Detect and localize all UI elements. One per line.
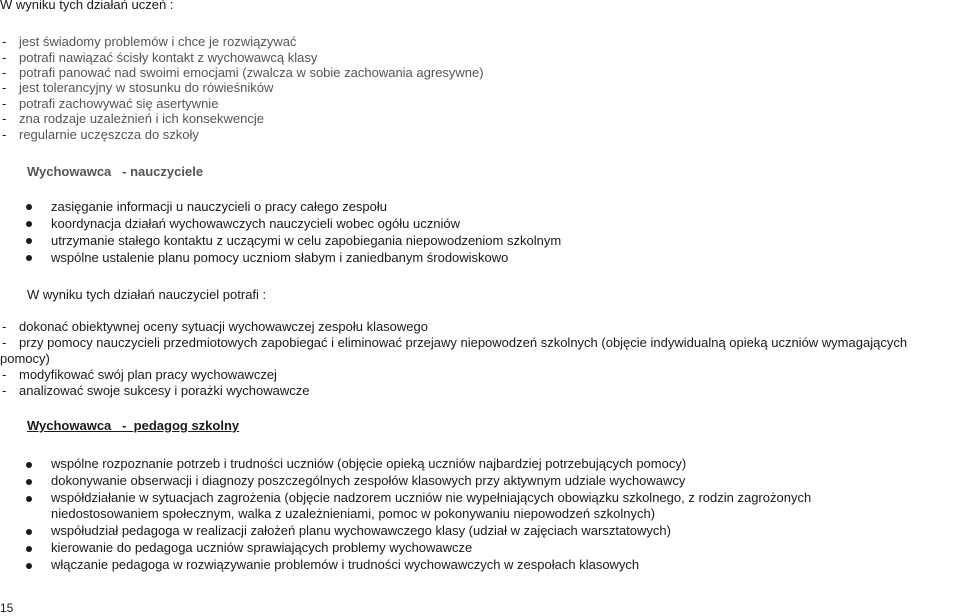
list-item: dokonywanie obserwacji i diagnozy poszczególnych zespołów klasowych przy aktywnym udziale wychowawcy [51,473,686,488]
list-item: regularnie uczęszcza do szkoły [19,127,199,142]
list-item: współudział pedagoga w realizacji założeń planu wychowawczego klasy (udział w zajęciach warsztatowych) [51,523,671,538]
bullet-icon [26,496,32,502]
list-item: jest tolerancyjny w stosunku do rówieśników [19,80,274,95]
list-dash: - [2,111,7,126]
bullet-icon [26,529,32,535]
bullet-icon [26,221,32,227]
list-item: utrzymanie stałego kontaktu z uczącymi w celu zapobiegania niepowodzeniom szkolnym [51,233,562,248]
page-number: 15 [0,601,14,615]
list-item: włączanie pedagoga w rozwiązywanie problemów i trudności wychowawczych w zespołach klasowych [51,557,640,572]
intro-heading: W wyniku tych działań uczeń : [0,0,174,12]
list-item: jest świadomy problemów i chce je rozwiązywać [19,34,297,49]
list-item-continuation: niedostosowaniem społecznym, walka z uzależnieniami, pomoc w pokonywaniu niepowodzeń szkolnych) [51,506,656,521]
list-dash: - [2,335,7,350]
list-item: potrafi nawiązać ścisły kontakt z wychowawcą klasy [19,50,318,65]
list-dash: - [2,96,7,111]
list-item: analizować swoje sukcesy i porażki wychowawcze [19,383,310,398]
bullet-icon [26,238,32,244]
list-item-continuation: pomocy) [0,351,50,366]
bullet-icon [26,255,32,261]
list-item: przy pomocy nauczycieli przedmiotowych zapobiegać i eliminować przejawy niepowodzeń szkolnych (objęcie indywidualną opieką uczniów wymagających [19,335,908,350]
bullet-icon [26,204,32,210]
bullet-icon [26,546,32,552]
section-heading-pedagogue: Wychowawca - pedagog szkolny [27,418,240,433]
list-item: koordynacja działań wychowawczych nauczycieli wobec ogółu uczniów [51,216,460,231]
section-heading-teachers: Wychowawca - nauczyciele [27,164,204,179]
bullet-icon [26,563,32,569]
list-item: potrafi zachowywać się asertywnie [19,96,219,111]
list-dash: - [2,367,7,382]
list-dash: - [2,383,7,398]
list-item: zasięganie informacji u nauczycieli o pracy całego zespołu [51,199,388,214]
list-dash: - [2,127,7,142]
bullet-icon [26,462,32,468]
bullet-icon [26,479,32,485]
list-item: wspólne rozpoznanie potrzeb i trudności uczniów (objęcie opieką uczniów najbardziej potrzebujących pomocy) [51,456,687,471]
list-item: zna rodzaje uzależnień i ich konsekwencje [19,111,264,126]
teachers-outcome-heading: W wyniku tych działań nauczyciel potrafi : [27,287,267,302]
list-item: współdziałanie w sytuacjach zagrożenia (objęcie nadzorem uczniów nie wypełniających obowiązku szkolnego, z rodzin zagrożonych [51,490,812,505]
list-item: wspólne ustalenie planu pomocy uczniom słabym i zaniedbanym środowiskowo [51,250,509,265]
list-item: kierowanie do pedagoga uczniów sprawiających problemy wychowawcze [51,540,473,555]
list-dash: - [2,319,7,334]
list-item: dokonać obiektywnej oceny sytuacji wychowawczej zespołu klasowego [19,319,428,334]
list-item: modyfikować swój plan pracy wychowawczej [19,367,277,382]
list-dash: - [2,80,7,95]
list-item: potrafi panować nad swoimi emocjami (zwalcza w sobie zachowania agresywne) [19,65,484,80]
list-dash: - [2,34,7,49]
list-dash: - [2,50,7,65]
list-dash: - [2,65,7,80]
